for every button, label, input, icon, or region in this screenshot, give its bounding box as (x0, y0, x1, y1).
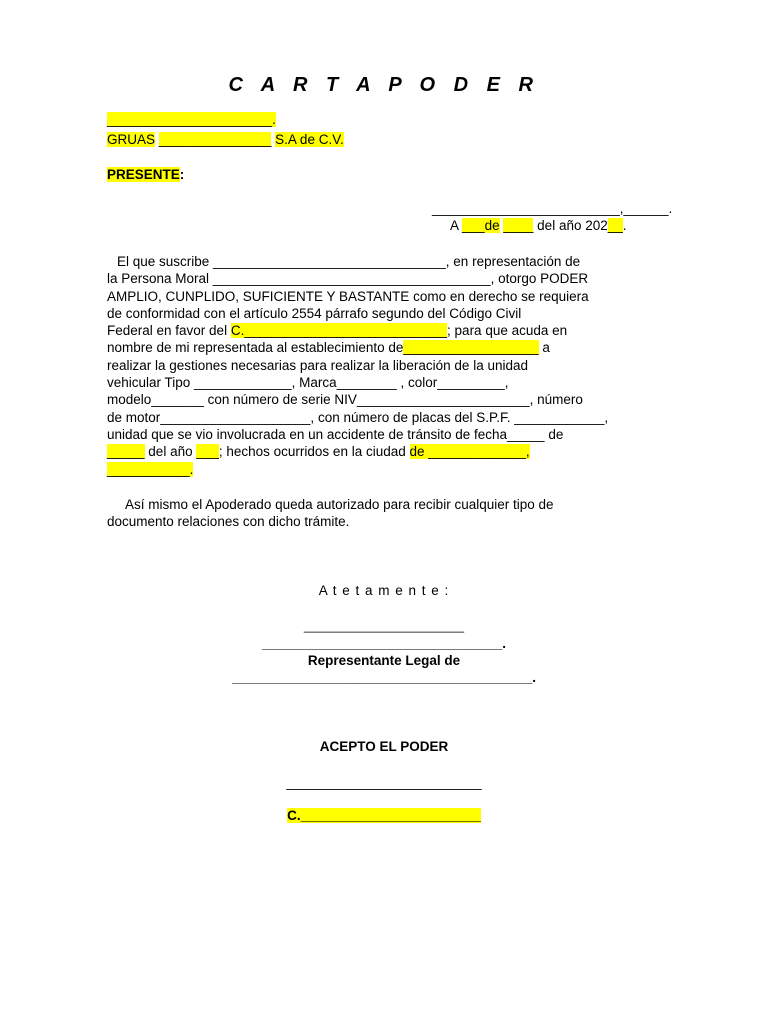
representante-legal-label: Representante Legal de (307, 653, 461, 668)
date-day-blank: ___ (462, 218, 485, 233)
company-line (107, 132, 344, 147)
text-fragment: del año (144, 444, 197, 460)
signature-line-3: ________________________________________. (231, 670, 537, 685)
date-year-prefix: del año 202 (537, 218, 608, 233)
text-fragment: a (538, 340, 550, 356)
signature-line-1: ________________________ (303, 619, 465, 633)
date-a: A (450, 218, 459, 233)
paragraph-line: realizar la gestiones necesarias para realizar la liberación de la unidad (107, 357, 528, 373)
date-year-blank: __ (607, 218, 623, 233)
company-gruas: GRUAS (107, 132, 156, 147)
fecha-year-blank: ___ (196, 444, 219, 460)
acepto-poder-label: ACEPTO EL PODER (319, 739, 449, 754)
ciudad-blank: de _____________, (409, 444, 530, 460)
paragraph-line (107, 443, 655, 460)
company-blank: _______________ (158, 132, 272, 147)
paragraph-line (107, 322, 655, 339)
paragraph-line: unidad que se vio involucrada en un accidente de tránsito de fecha_____ de (107, 426, 564, 442)
company-suffix: S.A de C.V. (275, 132, 344, 147)
text-fragment: nombre de mi representada al establecimiento de (107, 340, 404, 356)
date-place-line: _________________________,______. (432, 201, 673, 216)
text-fragment: Federal en favor del (107, 323, 231, 339)
paragraph-line: modelo_______ con número de serie NIV_______________________, número (107, 392, 583, 408)
paragraph-line: la Persona Moral _____________________________________, otorgo PODER (107, 271, 589, 287)
signature-line-4: __________________________ (286, 775, 482, 790)
addressee-blank: ______________________. (107, 112, 276, 127)
fecha-day-blank: _____ (107, 444, 145, 460)
document-title: C A R T A P O D E R (228, 74, 540, 96)
atentamente-label: A t e t a m e n t e : (318, 583, 450, 598)
apoderado-blank: C.___________________________ (230, 323, 448, 339)
addressee-name-line (107, 112, 276, 127)
paragraph-line: vehicular Tipo _____________, Marca________ , color_________, (107, 375, 509, 391)
paragraph-line: AMPLIO, CUNPLIDO, SUFICIENTE Y BASTANTE como en derecho se requiera (107, 288, 589, 304)
paragraph-line: de motor____________________, con número de placas del S.P.F. ____________, (107, 409, 609, 425)
paragraph-line (107, 461, 655, 478)
ciudad-blank-cont: ___________. (107, 461, 194, 477)
paragraph-line: Así mismo el Apoderado queda autorizado para recibir cualquier tipo de (125, 497, 554, 512)
date-month-blank: ____ (503, 218, 534, 233)
date-de: de (484, 218, 500, 233)
second-paragraph (107, 496, 655, 531)
main-paragraph (107, 253, 655, 478)
paragraph-line (107, 339, 655, 356)
presente-colon: : (179, 167, 185, 182)
date-end: . (622, 218, 627, 233)
apoderado-signature-line (0, 808, 768, 823)
apoderado-name-blank: C.________________________ (287, 808, 481, 823)
text-fragment: ; hechos ocurridos en la ciudad (218, 444, 410, 460)
presente-line (107, 167, 184, 182)
paragraph-line: El que suscribe _______________________________, en representación de (117, 254, 581, 269)
signature-line-2: ________________________________. (261, 636, 506, 651)
text-fragment: ; para que acuda en (447, 323, 568, 339)
presente-label: PRESENTE (107, 167, 180, 182)
paragraph-line: de conformidad con el artículo 2554 párrafo segundo del Código Civil (107, 305, 522, 321)
date-line (450, 218, 627, 233)
paragraph-line: documento relaciones con dicho trámite. (107, 514, 350, 530)
establecimiento-blank: __________________ (403, 340, 539, 356)
